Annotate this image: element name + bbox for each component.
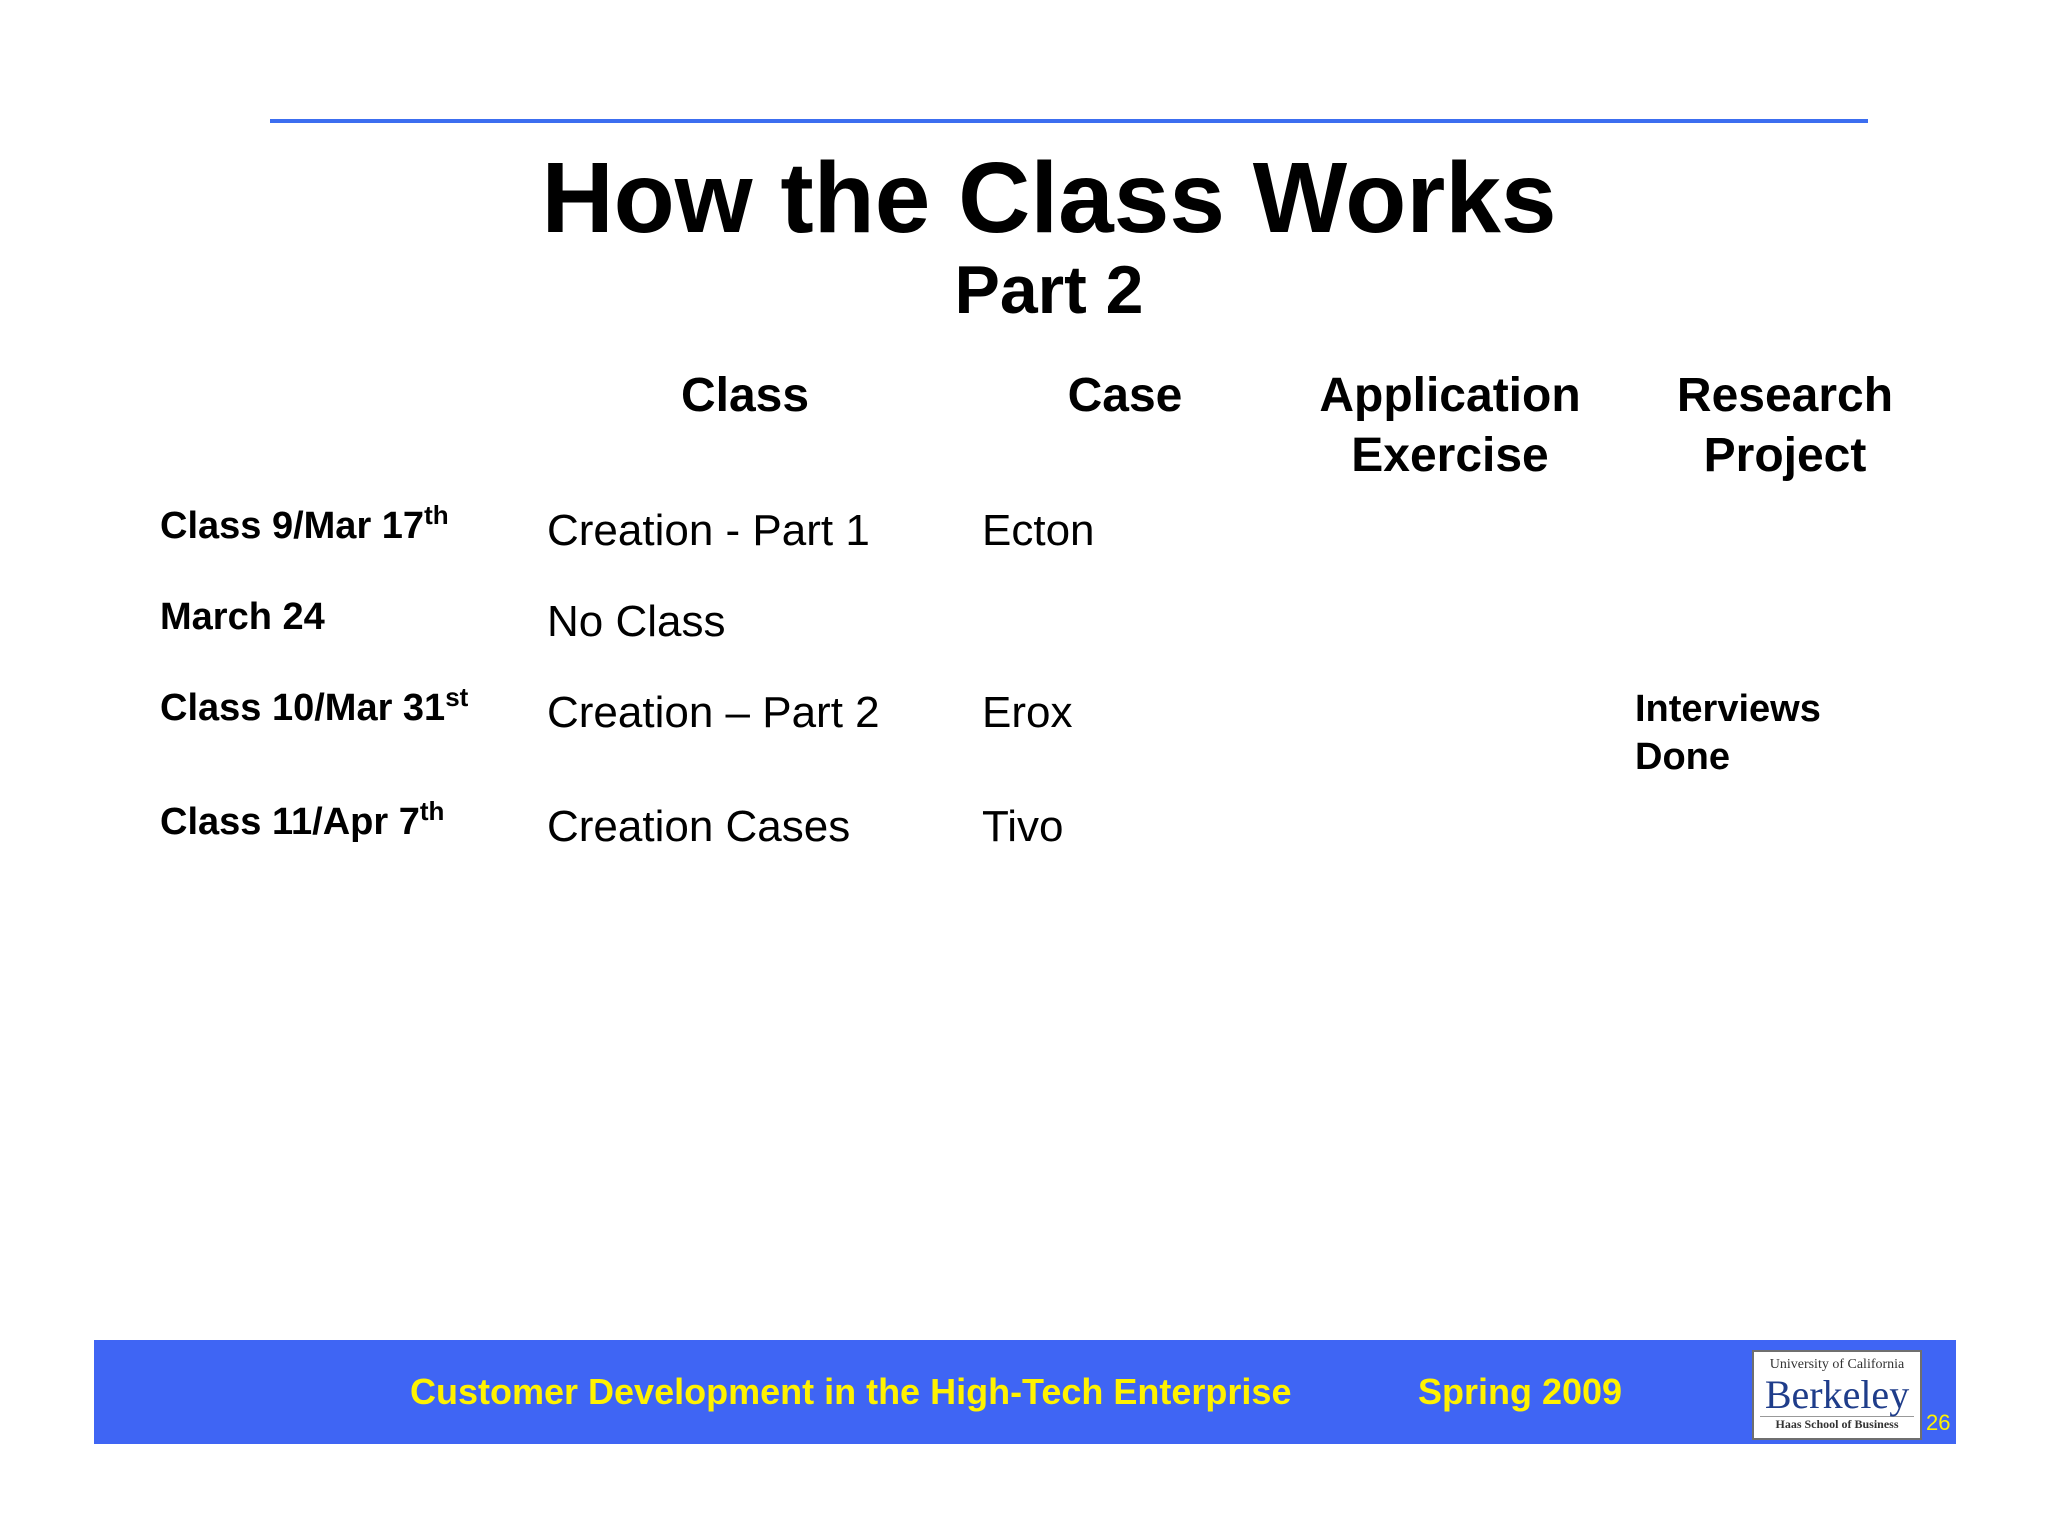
row-class-cell: No Class xyxy=(547,597,726,646)
logo-line-berkeley: Berkeley xyxy=(1764,1372,1910,1417)
header-application-exercise xyxy=(1290,366,1610,486)
row-research-cell xyxy=(1635,685,1895,781)
row-label-ordinal: st xyxy=(445,682,469,712)
row-label-text: March 24 xyxy=(160,596,325,638)
row-case-cell: Erox xyxy=(982,688,1073,737)
footer-term: Spring 2009 xyxy=(1418,1371,1623,1412)
row-label xyxy=(160,594,325,640)
research-cell-line1: Interviews xyxy=(1635,688,1821,730)
row-class-cell: Creation - Part 1 xyxy=(547,506,870,555)
row-label xyxy=(160,500,449,549)
research-cell-line2: Done xyxy=(1635,736,1730,778)
slide-subtitle: Part 2 xyxy=(954,252,1144,328)
row-label-text: Class 10/Mar 31 xyxy=(160,687,446,729)
row-label-ordinal: th xyxy=(419,796,445,826)
header-case: Case xyxy=(1067,369,1183,422)
row-case-cell: Tivo xyxy=(982,802,1064,851)
title-rule xyxy=(270,119,1868,123)
logo-line-haas: Haas School of Business xyxy=(1760,1416,1914,1431)
row-label-text: Class 9/Mar 17 xyxy=(160,505,425,547)
row-class-cell: Creation Cases xyxy=(547,802,851,851)
header-research-line2: Project xyxy=(1703,429,1867,482)
header-application-line1: Application xyxy=(1319,369,1581,422)
row-class-cell: Creation – Part 2 xyxy=(547,688,880,737)
row-label xyxy=(160,682,469,731)
row-label-text: Class 11/Apr 7 xyxy=(160,801,420,843)
row-case-cell: Ecton xyxy=(982,506,1095,555)
header-research-line1: Research xyxy=(1676,369,1894,422)
header-application-line2: Exercise xyxy=(1351,429,1549,482)
logo-line-university: University of California xyxy=(1769,1357,1905,1372)
berkeley-haas-logo xyxy=(1752,1350,1922,1440)
header-research-project xyxy=(1640,366,1930,486)
page-number: 26 xyxy=(1926,1410,1951,1435)
row-label-ordinal: th xyxy=(424,500,449,530)
header-class: Class xyxy=(680,369,810,422)
row-label xyxy=(160,796,445,845)
slide-title: How the Class Works xyxy=(541,142,1557,254)
footer-course-title: Customer Development in the High-Tech Enterprise xyxy=(410,1371,1292,1412)
